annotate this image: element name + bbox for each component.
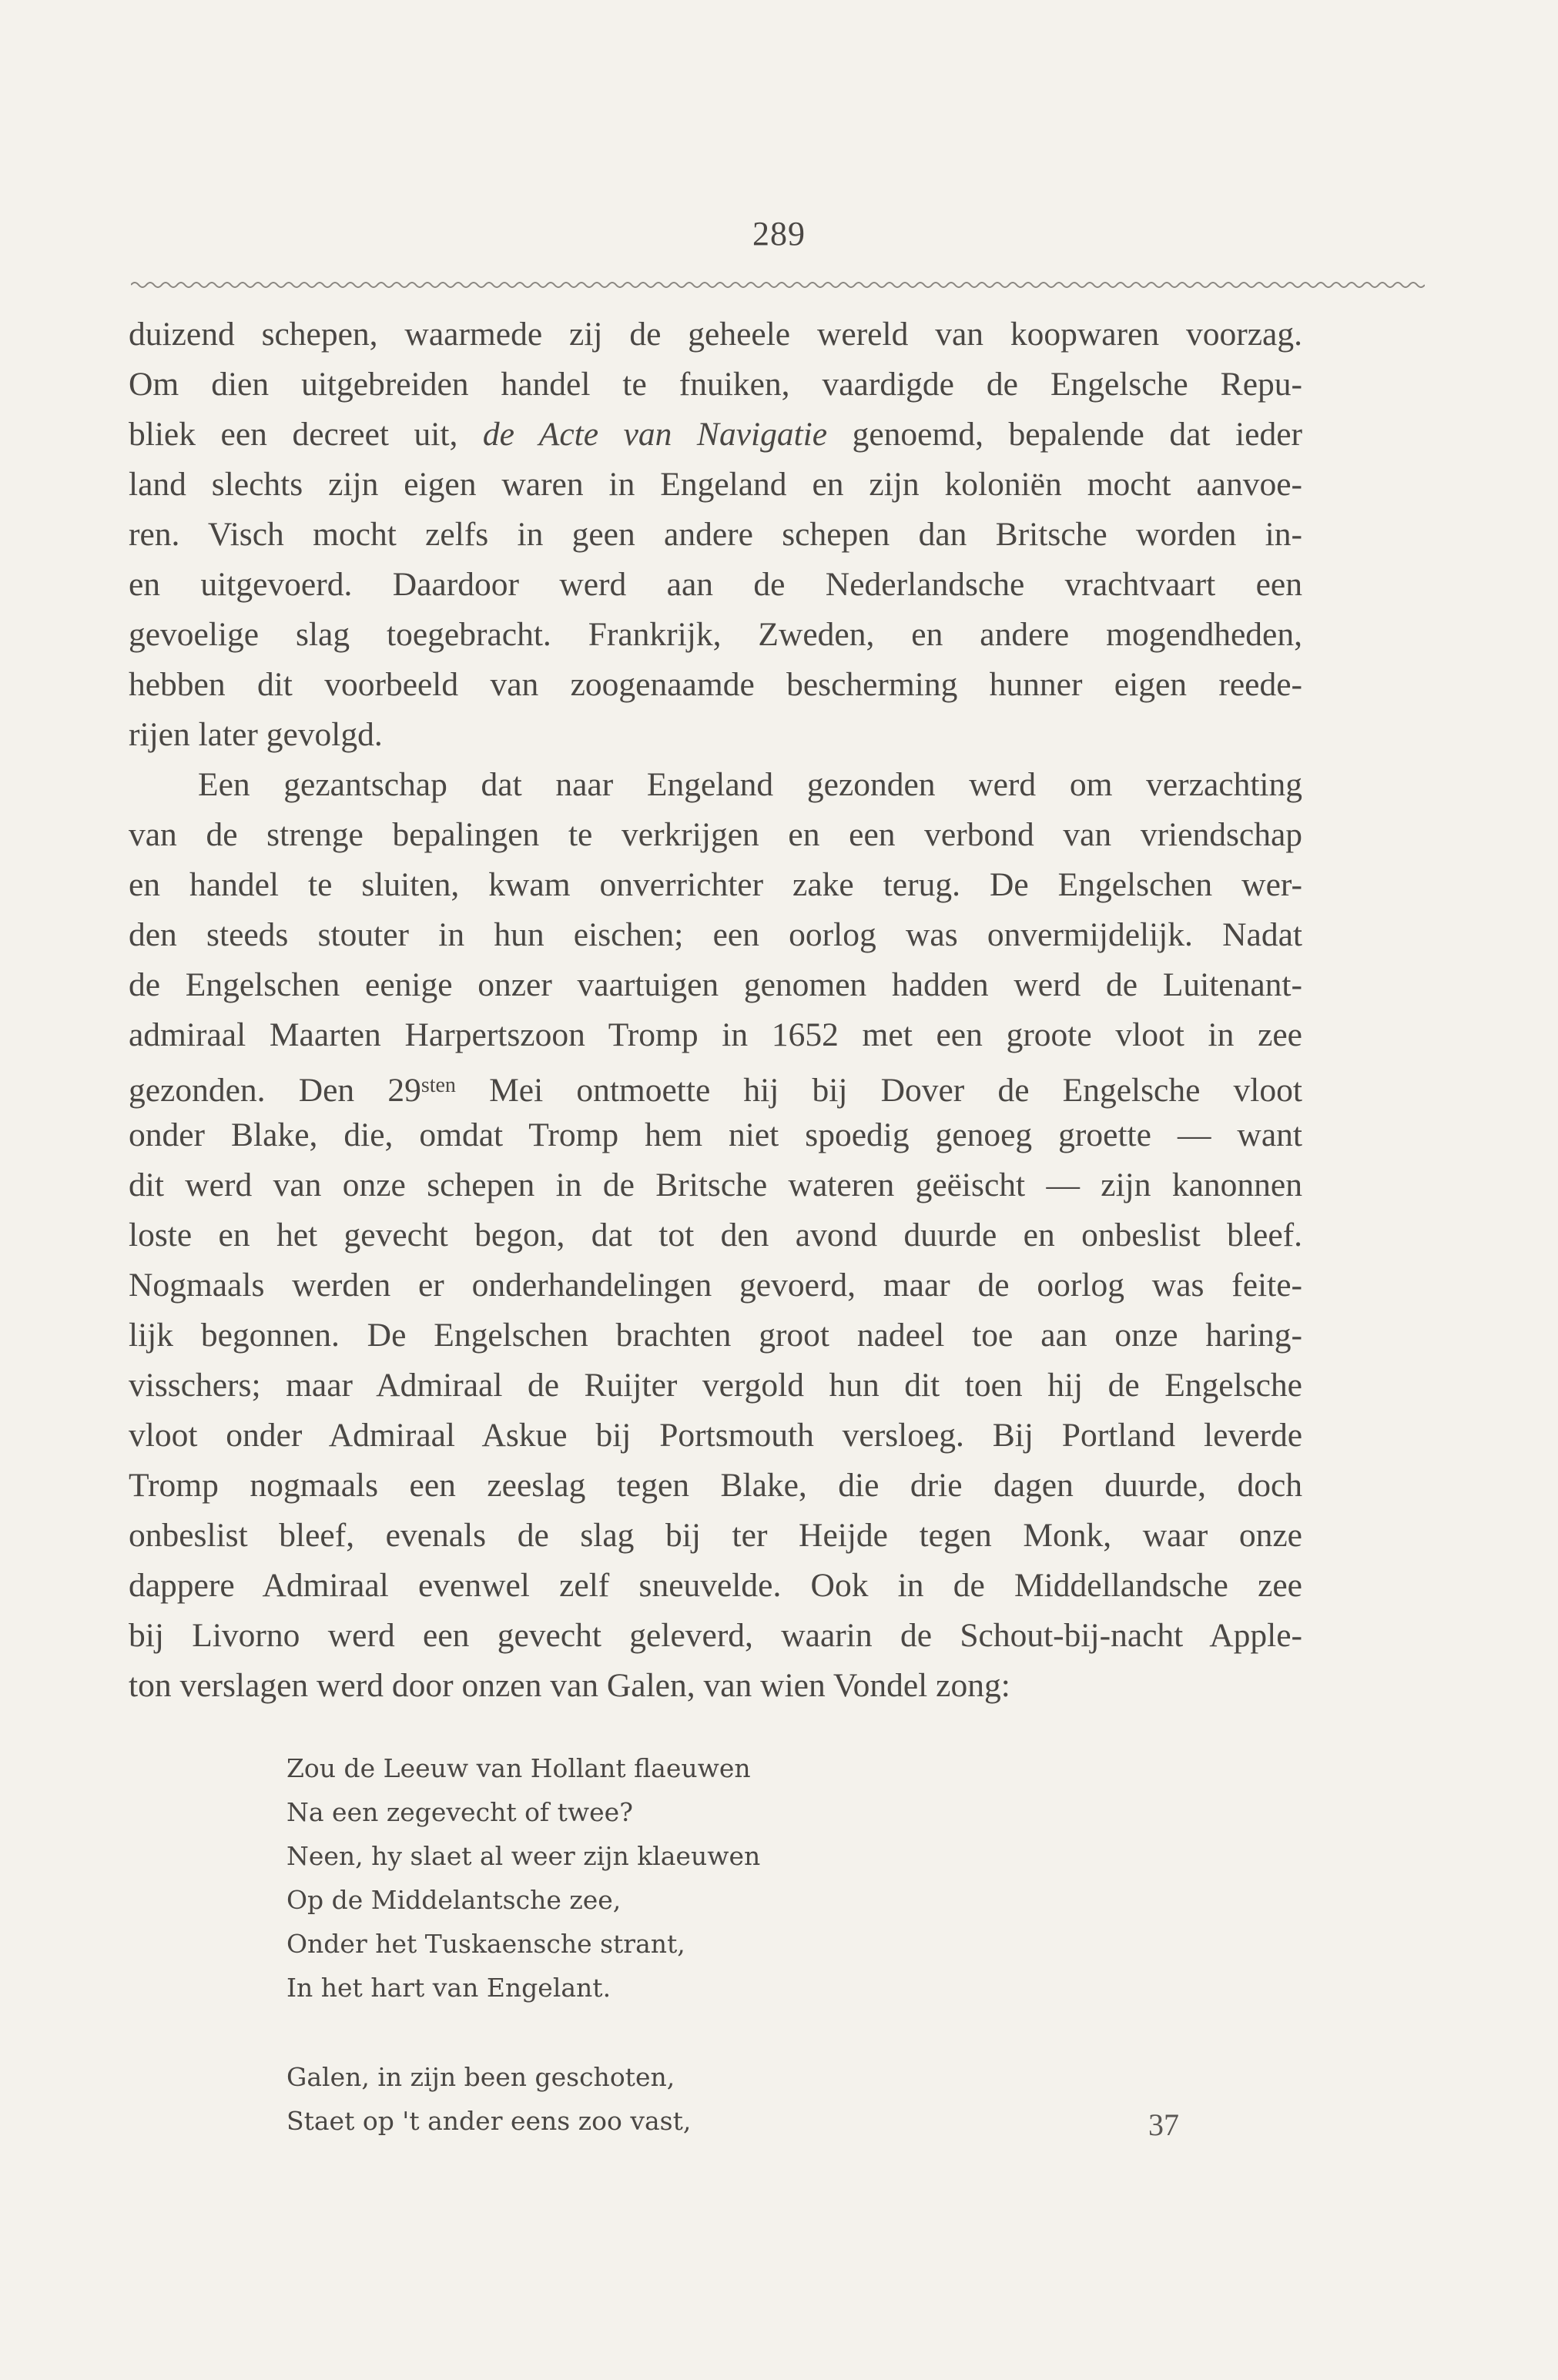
text-line: visschers; maar Admiraal de Ruijter vergold hun dit toen hij de Engelsche (129, 1367, 1302, 1404)
text-line: vloot onder Admiraal Askue bij Portsmouth versloeg. Bij Portland leverde (129, 1417, 1302, 1454)
superscript: sten (420, 1073, 456, 1097)
text-line: en handel te sluiten, kwam onverrichter zake terug. De Engelschen wer- (129, 866, 1302, 903)
poem-quote (286, 1746, 760, 2143)
poem-verse: Neen, hy slaet al weer zijn klaeuwen (286, 1841, 761, 1871)
poem-verse: Onder het Tuskaensche strant, (286, 1929, 685, 1959)
text-line: rijen later gevolgd. (129, 716, 383, 753)
text-line: Om dien uitgebreiden handel te fnuiken, vaardigde de Engelsche Repu- (129, 366, 1302, 403)
page-number: 289 (752, 215, 806, 253)
text-line: bliek een decreet uit, de Acte van Navigatie genoemd, bepalende dat ieder (129, 416, 1302, 453)
text-line: en uitgevoerd. Daardoor werd aan de Nederlandsche vrachtvaart een (129, 566, 1302, 603)
text-line: Nogmaals werden er onderhandelingen gevoerd, maar de oorlog was feite- (129, 1267, 1302, 1304)
text-line: loste en het gevecht begon, dat tot den avond duurde en onbeslist bleef. (129, 1217, 1302, 1254)
text-line: bij Livorno werd een gevecht geleverd, waarin de Schout-bij-nacht Apple- (129, 1617, 1302, 1654)
poem-verse: Staet op 't ander eens zoo vast, (286, 2106, 692, 2136)
text-line: dappere Admiraal evenwel zelf sneuvelde. Ook in de Middellandsche zee (129, 1567, 1302, 1604)
poem-verse: Op de Middelantsche zee, (286, 1885, 622, 1915)
text-line: onbeslist bleef, evenals de slag bij ter Heijde tegen Monk, waar onze (129, 1517, 1302, 1554)
text-line: onder Blake, die, omdat Tromp hem niet spoedig genoeg groette — want (129, 1116, 1302, 1153)
text-line: hebben dit voorbeeld van zoogenaamde bescherming hunner eigen reede- (129, 666, 1302, 703)
text-line: land slechts zijn eigen waren in Engeland en zijn koloniën mocht aanvoe- (129, 466, 1302, 503)
wavy-rule-line (131, 283, 1425, 287)
italic-title: de Acte van Navigatie (482, 416, 828, 453)
stanza-break (286, 2010, 760, 2055)
body-text (129, 310, 1302, 1711)
text-line: Een gezantschap dat naar Engeland gezonden werd om verzachting (198, 766, 1302, 803)
text-line: den steeds stouter in hun eischen; een oorlog was onvermijdelijk. Nadat (129, 916, 1302, 953)
text-line: duizend schepen, waarmede zij de geheele wereld van koopwaren voorzag. (129, 316, 1302, 353)
text-line: van de strenge bepalingen te verkrijgen en een verbond van vriendschap (129, 816, 1302, 853)
poem-verse: In het hart van Engelant. (286, 1973, 611, 2003)
text-line: ton verslagen werd door onzen van Galen, van wien Vondel zong: (129, 1667, 1010, 1704)
text-line: ren. Visch mocht zelfs in geen andere schepen dan Britsche worden in- (129, 516, 1302, 553)
text-line: de Engelschen eenige onzer vaartuigen genomen hadden werd de Luitenant- (129, 966, 1302, 1003)
text-line: gevoelige slag toegebracht. Frankrijk, Zweden, en andere mogendheden, (129, 616, 1302, 653)
text-line: dit werd van onze schepen in de Britsche wateren geëischt — zijn kanonnen (129, 1167, 1302, 1203)
poem-verse: Galen, in zijn been geschoten, (286, 2062, 675, 2092)
text-line: lijk begonnen. De Engelschen brachten groot nadeel toe aan onze haring- (129, 1317, 1302, 1354)
decorative-wavy-rule (131, 277, 1425, 293)
text-line: Tromp nogmaals een zeeslag tegen Blake, die drie dagen duurde, doch (129, 1467, 1302, 1504)
poem-verse: Zou de Leeuw van Hollant flaeuwen (286, 1753, 751, 1783)
text-line: admiraal Maarten Harpertszoon Tromp in 1652 met een groote vloot in zee (129, 1016, 1302, 1053)
poem-verse: Na een zegevecht of twee? (286, 1797, 633, 1827)
signature-mark: 37 (1148, 2107, 1179, 2142)
text-line: gezonden. Den $29^{sten}$ Mei ontmoette hij bij Dover de Engelsche vloot (129, 1072, 1302, 1109)
